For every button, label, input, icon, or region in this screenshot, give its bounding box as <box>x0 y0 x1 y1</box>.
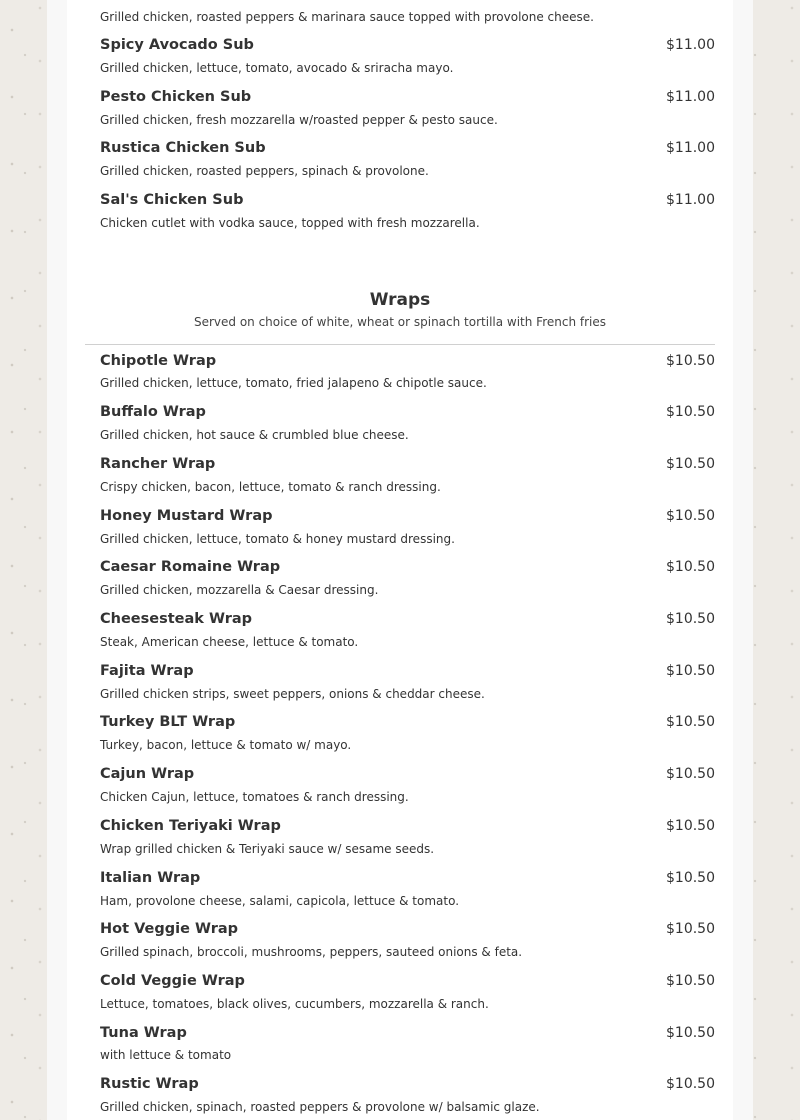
item-description: with lettuce & tomato <box>100 1048 232 1062</box>
item-name: Sal's Chicken Sub <box>100 192 244 208</box>
item-price: $11.00 <box>666 89 715 105</box>
item-name: Cold Veggie Wrap <box>100 973 245 989</box>
menu-item-honey-mustard-wrap <box>100 506 715 558</box>
item-price: $11.00 <box>666 192 715 208</box>
item-name: Rancher Wrap <box>100 456 216 472</box>
menu-item-cold-veggie-wrap <box>100 971 715 1023</box>
menu-item-chipotle-wrap <box>100 351 715 403</box>
menu-item-caesar-romaine-wrap <box>100 557 715 609</box>
item-description: Grilled chicken, lettuce, tomato, fried jalapeno & chipotle sauce. <box>100 376 487 390</box>
item-description: Grilled chicken, fresh mozzarella w/roasted pepper & pesto sauce. <box>100 113 498 127</box>
item-description: Wrap grilled chicken & Teriyaki sauce w/ sesame seeds. <box>100 842 435 856</box>
item-description: Ham, provolone cheese, salami, capicola, lettuce & tomato. <box>100 894 460 908</box>
menu-item-turkey-blt-wrap <box>100 712 715 764</box>
item-price: $11.00 <box>666 37 715 53</box>
menu-item-fajita-wrap <box>100 661 715 713</box>
menu-item-rustic-wrap <box>100 1074 715 1120</box>
item-name: Buffalo Wrap <box>100 404 206 420</box>
item-price: $10.50 <box>666 818 715 834</box>
menu-item-sals-chicken-sub <box>100 190 715 242</box>
cut-off-item-description: Grilled chicken, roasted peppers & marinara sauce topped with provolone cheese. <box>100 10 594 24</box>
item-description: Lettuce, tomatoes, black olives, cucumbers, mozzarella & ranch. <box>100 997 489 1011</box>
item-description: Chicken cutlet with vodka sauce, topped with fresh mozzarella. <box>100 216 480 230</box>
item-name: Turkey BLT Wrap <box>100 714 236 730</box>
item-price: $10.50 <box>666 714 715 730</box>
item-price: $10.50 <box>666 456 715 472</box>
item-description: Steak, American cheese, lettuce & tomato. <box>100 635 359 649</box>
item-price: $10.50 <box>666 508 715 524</box>
section-title: Wraps <box>369 290 431 310</box>
menu-item-rustica-chicken-sub <box>100 138 715 190</box>
item-description: Grilled spinach, broccoli, mushrooms, peppers, sauteed onions & feta. <box>100 945 523 959</box>
item-price: $10.50 <box>666 611 715 627</box>
item-price: $10.50 <box>666 973 715 989</box>
menu-item-hot-veggie-wrap <box>100 919 715 971</box>
section-subtitle: Served on choice of white, wheat or spinach tortilla with French fries <box>193 315 607 329</box>
item-name: Chipotle Wrap <box>100 353 217 369</box>
item-name: Spicy Avocado Sub <box>100 37 254 53</box>
item-price: $10.50 <box>666 559 715 575</box>
item-description: Grilled chicken strips, sweet peppers, onions & cheddar cheese. <box>100 687 485 701</box>
item-description: Grilled chicken, mozzarella & Caesar dressing. <box>100 583 379 597</box>
item-price: $10.50 <box>666 921 715 937</box>
item-name: Chicken Teriyaki Wrap <box>100 818 281 834</box>
menu-item-spicy-avocado-sub <box>100 35 715 87</box>
item-price: $11.00 <box>666 140 715 156</box>
item-price: $10.50 <box>666 1025 715 1041</box>
item-name: Italian Wrap <box>100 870 201 886</box>
item-name: Cheesesteak Wrap <box>100 611 253 627</box>
item-price: $10.50 <box>666 663 715 679</box>
menu-item-cheesesteak-wrap <box>100 609 715 661</box>
item-description: Grilled chicken, hot sauce & crumbled blue cheese. <box>100 428 409 442</box>
item-price: $10.50 <box>666 1076 715 1092</box>
item-price: $10.50 <box>666 404 715 420</box>
menu-item-cajun-wrap <box>100 764 715 816</box>
menu-item-chicken-teriyaki-wrap <box>100 816 715 868</box>
item-name: Cajun Wrap <box>100 766 195 782</box>
menu-item-rancher-wrap <box>100 454 715 506</box>
item-description: Grilled chicken, lettuce, tomato & honey mustard dressing. <box>100 532 455 546</box>
item-price: $10.50 <box>666 353 715 369</box>
item-name: Hot Veggie Wrap <box>100 921 239 937</box>
item-name: Pesto Chicken Sub <box>100 89 252 105</box>
item-description: Chicken Cajun, lettuce, tomatoes & ranch dressing. <box>100 790 409 804</box>
item-description: Grilled chicken, lettuce, tomato, avocado & sriracha mayo. <box>100 61 454 75</box>
item-description: Grilled chicken, spinach, roasted peppers & provolone w/ balsamic glaze. <box>100 1100 540 1114</box>
item-description: Grilled chicken, roasted peppers, spinach & provolone. <box>100 164 429 178</box>
item-price: $10.50 <box>666 870 715 886</box>
menu-item-pesto-chicken-sub <box>100 87 715 139</box>
item-description: Crispy chicken, bacon, lettuce, tomato & ranch dressing. <box>100 480 441 494</box>
item-name: Honey Mustard Wrap <box>100 508 273 524</box>
item-price: $10.50 <box>666 766 715 782</box>
item-name: Fajita Wrap <box>100 663 194 679</box>
menu-item-tuna-wrap <box>100 1023 715 1075</box>
item-name: Tuna Wrap <box>100 1025 187 1041</box>
item-description: Turkey, bacon, lettuce & tomato w/ mayo. <box>100 738 352 752</box>
menu-item-italian-wrap <box>100 868 715 920</box>
item-name: Rustica Chicken Sub <box>100 140 266 156</box>
menu-item-buffalo-wrap <box>100 402 715 454</box>
section-divider <box>85 344 715 345</box>
item-name: Caesar Romaine Wrap <box>100 559 281 575</box>
item-name: Rustic Wrap <box>100 1076 199 1092</box>
